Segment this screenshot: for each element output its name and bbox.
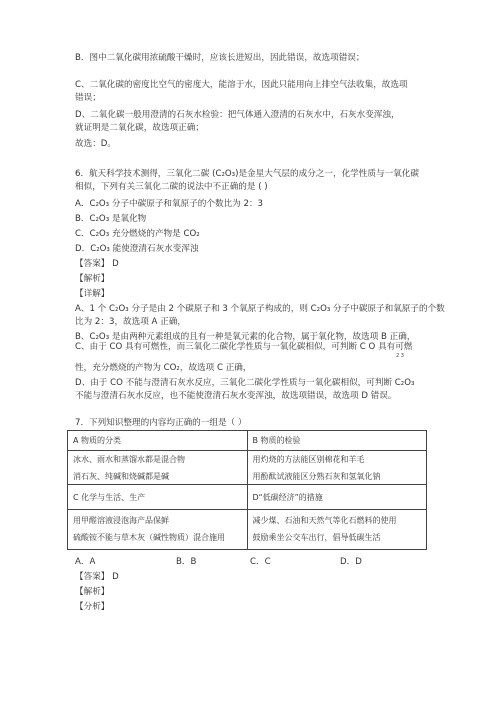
q7-fenxi-label: 【分析】 [75, 602, 110, 612]
q7-stem: 7．下列知识整理的内容均正确的一组是（ ） [75, 418, 247, 428]
table-cell-d-line2: 鼓励乘坐公交车出行，倡导低碳生活 [252, 533, 381, 543]
table-cell-b-line2: 用酚酞试液能区分熟石灰和氢氧化钠 [252, 471, 381, 481]
q6-explanation-c: C、由于 CO 具有可燃性，而三氧化二碳化学性质与一氧化碳相似，可判断 C O 具有可燃 [75, 342, 413, 352]
q7-analysis-label: 【解析】 [75, 587, 110, 597]
q7-knowledge-table [67, 430, 427, 550]
q7-option-d: D．D [340, 557, 362, 567]
table-header-a: A 物质的分类 [68, 431, 248, 451]
q6-analysis-label: 【解析】 [75, 274, 110, 284]
q6-stem-cont: 相似，下列有关三氧化二碳的说法中不正确的是 ( ) [75, 182, 268, 192]
q7-option-a: A．A [75, 557, 96, 567]
table-header-c: C 化学与生活、生产 [68, 485, 248, 509]
q6-explanation-d: D、由于 CO 不能与澄清石灰水反应，三氧化二碳化学性质与一氧化碳相似，可判断 C₂O₃ [75, 378, 415, 388]
table-cell-a-line2: 消石灰、纯碱和烧碱都是碱 [73, 471, 169, 481]
q6-explanation-a: A、1 个 C₂O₃ 分子是由 2 个碳原子和 3 个氧原子构成的，则 C₂O₃ 分子中碳原子和氧原子的个数 [75, 304, 445, 314]
table-cell-a [68, 451, 248, 485]
table-cell-a-line1: 冰水、雨水和蒸馏水都是混合物 [73, 454, 185, 464]
table-header-d: D“低碳经济”的措施 [247, 485, 427, 509]
table-cell-d-line1: 减少煤、石油和天然气等化石燃料的使用 [252, 516, 397, 526]
q6-option-b: B．C₂O₃ 是氧化物 [75, 214, 147, 224]
q7-option-b: B．B [176, 557, 197, 567]
prev-option-b-explanation: B．图中二氧化碳用浓硫酸干燥时，应该长进短出，因此错误，故选项错误； [75, 53, 365, 63]
table-cell-c-line2: 硫酸铵不能与草木灰（碱性物质）混合施用 [73, 533, 225, 543]
table-cell-c [68, 509, 248, 549]
prev-option-c-explanation: C、二氧化碳的密度比空气的密度大，能溶于水，因此只能用向上排空气法收集，故选项 [75, 80, 408, 90]
table-cell-b [247, 451, 427, 485]
q7-option-c: C．C [250, 557, 271, 567]
table-header-b: B 物质的检验 [247, 431, 427, 451]
q6-option-c: C．C₂O₃ 充分燃烧的产物是 CO₂ [75, 229, 200, 239]
q6-explanation-c-subscript: 2 3 [396, 353, 404, 359]
q7-answer: 【答案】 D [75, 572, 119, 582]
q6-explanation-b: B、C₂O₃ 是由两种元素组成的且有一种是氧元素的化合物，属于氧化物，故选项 B 正确， [75, 332, 416, 342]
q6-detail-label: 【详解】 [75, 289, 110, 299]
prev-answer: 故选：D。 [75, 139, 116, 149]
table-cell-c-line1: 用甲醛溶液浸泡海产品保鲜 [73, 516, 169, 526]
q6-explanation-c-cont: 性，充分燃烧的产物为 CO₂，故选项 C 正确， [75, 363, 252, 373]
q6-option-d: D．C₂O₃ 能使澄清石灰水变浑浊 [75, 244, 199, 254]
prev-option-c-explanation-cont: 错误； [75, 93, 101, 103]
prev-option-d-explanation: D、二氧化碳一般用澄清的石灰水检验：把气体通入澄清的石灰水中，石灰水变浑浊， [75, 110, 400, 120]
q6-explanation-d-cont: 不能与澄清石灰水反应，也不能使澄清石灰水变浑浊，故选项错误，故选项 D 错误。 [75, 391, 397, 401]
prev-option-d-explanation-cont: 就证明是二氧化碳，故选项正确； [75, 123, 204, 133]
table-cell-d [247, 509, 427, 549]
q6-explanation-a-cont: 比为 2：3，故选项 A 正确， [75, 317, 186, 327]
q6-stem: 6．航天科学技术测得，三氧化二碳 (C₂O₃)是金星大气层的成分之一，化学性质与一氧化碳 [75, 169, 419, 179]
q6-answer: 【答案】 D [75, 259, 119, 269]
q6-option-a: A．C₂O₃ 分子中碳原子和氧原子的个数比为 2：3 [75, 199, 264, 209]
table-cell-b-line1: 用灼烧的方法能区别棉花和羊毛 [252, 454, 365, 464]
